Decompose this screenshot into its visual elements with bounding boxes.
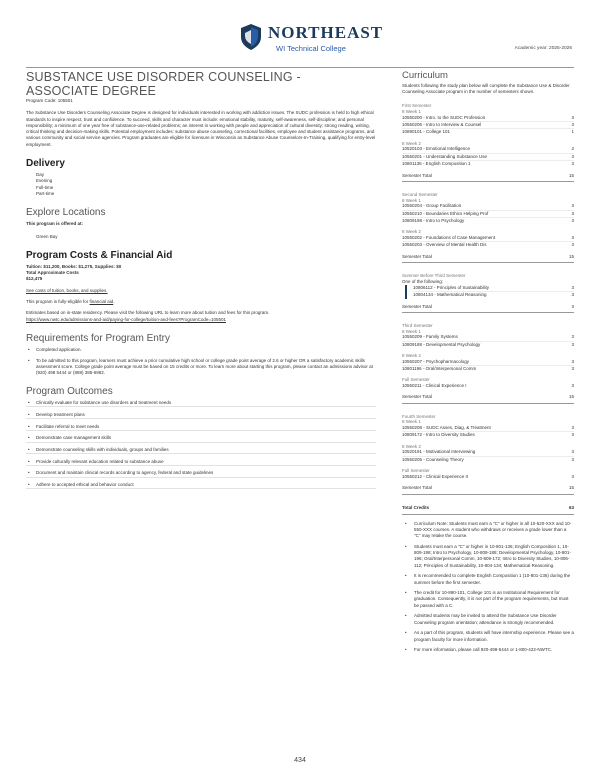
course-credits: 3 xyxy=(571,425,574,431)
course-credits: 3 xyxy=(571,217,574,223)
course-name: 10550202 - Foundations of Case Management xyxy=(402,234,496,240)
term-label: 8 Week 2 xyxy=(402,140,421,146)
semester-title: Fourth Semester xyxy=(402,413,436,419)
course-row xyxy=(402,122,574,129)
curriculum-panel xyxy=(402,70,574,658)
course-row xyxy=(402,161,574,167)
semester-title: Second Semester xyxy=(402,191,438,197)
financial-aid-text: This program is fully-eligible for xyxy=(26,299,89,305)
header-divider xyxy=(26,67,574,68)
course-row xyxy=(413,285,574,292)
course-row xyxy=(402,457,574,463)
course-row xyxy=(402,203,574,210)
course-name: 10550207 - Psychopharmacology xyxy=(402,358,470,364)
course-name: 10890101 - College 101 xyxy=(402,129,451,135)
semester-total xyxy=(402,394,574,403)
semester-total-label: Semester Total xyxy=(402,303,432,309)
delivery-list xyxy=(26,172,376,197)
delivery-item: Day xyxy=(36,172,45,178)
delivery-item: Full-time xyxy=(36,184,54,190)
semester-total-label: Semester Total xyxy=(402,172,432,178)
page-title: SUBSTANCE USE DISORDER COUNSELING - ASSOCIATE DEGREE xyxy=(26,70,301,98)
course-credits: 3 xyxy=(571,334,574,340)
page-number: 434 xyxy=(294,757,306,764)
course-name: 10550201 - Understanding Substance Use xyxy=(402,153,488,159)
semester-title: Third Semester xyxy=(402,323,433,329)
course-name: 10809198 - Intro to Psychology xyxy=(402,217,465,223)
locations-offered-label: This program is offered at: xyxy=(26,221,84,227)
college-logo[interactable] xyxy=(240,23,384,56)
semester-title: Summer Before Third Semester xyxy=(402,273,466,279)
outcome-item: • Clinically evaluate for substance use disorders and treatment needs xyxy=(26,400,376,407)
curriculum-note: • The credit for 10-890-101, College 101 is an Institutional Requirement for graduation. Consequently, it is not part of the program requirements, but must be passed with a C. xyxy=(402,590,574,609)
academic-year: Academic year: 2025-2026 xyxy=(514,46,572,51)
course-name: 10550204 - Group Facilitation xyxy=(402,203,462,209)
course-row xyxy=(402,235,574,242)
course-row xyxy=(413,292,574,298)
total-costs-label: Total Approximate Costs xyxy=(26,270,79,276)
course-credits: 3 xyxy=(571,366,574,372)
course-name: 10550205 - Counseling Theory xyxy=(402,456,464,462)
course-name: 10804134 - Mathematical Reasoning xyxy=(413,292,487,298)
term-label: 8 Week 1 xyxy=(402,419,421,425)
course-credits: 3 xyxy=(571,284,574,290)
course-credits: 3 xyxy=(571,121,574,127)
course-credits: 3 xyxy=(571,203,574,209)
curriculum-note: • Students must earn a "C" or higher in 10-801-136; English Composition 1, 10-809-198; Intro to Psychology, 10-809-188; Developmental Psychology, 10-801-196; Oral/Interpersonal Comm, 10-809-172; Intro to Diversity Studies, 10-806-112; Principles of Sustainability, 10-804-134; Mathematical Reasoning. xyxy=(402,544,574,569)
course-credits: 3 xyxy=(571,383,574,389)
program-description: The Substance Use Disorders Counseling Associate Degree is designed for individuals interested in working with addiction issues. The SUDC profession is held to high ethical standards to inspire respect, trust and confidence. To succeed, skills and character must include: emotional stability, maturity, self-awareness, self-discipline; and personal responsibility; a minimum of one year free of substance-use-related problems; an interest in working with people and appreciation of cultural diversity; strong reading, writing, critical thinking and decision-making skills. Potential employment includes: substance abuse counseling, correctional facilities, employee and student assistance programs, and various community and social service agencies. Program graduates are eligible for licensure in Wisconsin as Substance Abuse Counselors-In-Training, qualifying for entry-level employment. xyxy=(26,110,376,147)
course-row xyxy=(402,342,574,348)
course-row xyxy=(402,218,574,224)
delivery-heading: Delivery xyxy=(26,158,65,170)
course-name: 10550206 - Intro to Interview & Counsel xyxy=(402,121,482,127)
costs-heading: Program Costs & Financial Aid xyxy=(26,249,173,261)
course-name: 10809172 - Intro to Diversity Studies xyxy=(402,432,475,438)
course-credits: 3 xyxy=(571,210,574,216)
course-row xyxy=(402,383,574,389)
course-credits: 1 xyxy=(571,129,574,135)
outcomes-heading: Program Outcomes xyxy=(26,386,113,398)
term-label: 8 Week 2 xyxy=(402,443,421,449)
semester-total xyxy=(402,173,574,182)
outcome-item: • Adhere to accepted ethical and behavior conduct xyxy=(26,482,376,489)
course-credits: 3 xyxy=(571,432,574,438)
course-name: 10550211 - Clinical Experience I xyxy=(402,383,467,389)
course-credits: 3 xyxy=(571,234,574,240)
course-credits: 3 xyxy=(571,153,574,159)
course-row xyxy=(402,359,574,366)
delivery-item: Part-time xyxy=(36,190,55,196)
curriculum-note: • As a part of this program, students will have internship experience. Please see a program faculty for more information. xyxy=(402,630,574,642)
course-row xyxy=(402,425,574,432)
outcome-item: • Facilitate referral to meet needs xyxy=(26,424,376,431)
course-credits: 3 xyxy=(571,456,574,462)
course-credits: 3 xyxy=(571,114,574,120)
curriculum-notes xyxy=(402,521,574,653)
term-label: Full Semester xyxy=(402,468,430,474)
semester-title: First Semester xyxy=(402,103,432,109)
course-row xyxy=(402,432,574,438)
course-name: 10550209 - Family Systems xyxy=(402,334,458,340)
financial-aid-note xyxy=(26,299,376,305)
total-credits-label: Total Credits xyxy=(402,504,430,510)
semester-total-value: 15 xyxy=(568,253,574,259)
location-item: Green Bay xyxy=(36,233,58,239)
term-label: 8 Week 2 xyxy=(402,229,421,235)
semester-total-value: 3 xyxy=(571,303,574,309)
choose-one-label: One of the following: xyxy=(402,278,444,284)
semester-total xyxy=(402,485,574,494)
curriculum-heading: Curriculum xyxy=(402,70,448,81)
curriculum-note: • Curriculum Note: Students must earn a "C" or higher in all 10-520-XXX and 10-550-XXX courses. A student who withdraws or receives a grade lower than a "C" may retake the course. xyxy=(402,521,574,540)
outcome-item: • Develop treatment plans xyxy=(26,412,376,419)
course-row xyxy=(402,474,574,480)
brand-name: NORTHEAST xyxy=(268,23,384,42)
course-credits: 3 xyxy=(571,161,574,167)
course-row xyxy=(402,146,574,153)
course-credits: 3 xyxy=(571,292,574,298)
costs-link[interactable]: See costs of tuition, books, and supplies. xyxy=(26,287,108,293)
semester-total-label: Semester Total xyxy=(402,253,432,259)
program-code: Program Code: 105501 xyxy=(26,98,73,103)
semester-total-value: 15 xyxy=(568,485,574,491)
curriculum-intro: Students following the study plan below will complete the Substance Use & Disorder Counseling Associate program in the number of semesters shown. xyxy=(402,83,570,95)
course-credits: 3 xyxy=(571,242,574,248)
course-name: 10550210 - Boundaries Ethics Helping Prof xyxy=(402,210,489,216)
term-label: Full Semester xyxy=(402,377,430,383)
estimate-note: Estimates based on in-state residency. Please visit the following URL to learn more about tuition and fees for this program. xyxy=(26,310,270,316)
course-row xyxy=(402,366,574,372)
course-row xyxy=(402,242,574,248)
course-name: 10550203 - Overview of Mental Health Dis xyxy=(402,242,487,248)
curriculum-note: • For more information, please call 920-498-5444 or 1-800-422-NWTC. xyxy=(402,647,574,653)
program-details xyxy=(26,70,376,494)
term-label: 8 Week 1 xyxy=(402,328,421,334)
financial-aid-link[interactable]: financial aid xyxy=(89,299,114,305)
course-name: 10801136 - English Composition 1 xyxy=(402,161,471,167)
course-row xyxy=(402,129,574,135)
term-label: 8 Week 1 xyxy=(402,109,421,114)
page-header xyxy=(0,0,600,58)
course-name: 10550212 - Clinical Experience II xyxy=(402,473,469,479)
curriculum-note: • Admitted students may be invited to attend the Substance Use Disorder Counseling program orientation; attendance is strongly recommended. xyxy=(402,613,574,625)
course-name: 10801196 - Oral/Interpersonal Comm xyxy=(402,366,477,372)
total-credits-value: 63 xyxy=(568,504,574,510)
semester-total xyxy=(402,254,574,263)
requirement-item: • To be admitted to this program, learners must achieve a prior cumulative high school or college grade point average of 2.6 or higher OR a satisfactory academic skills assessment score. College grade point average must be based on 15 credits or more. To learn more about starting this program, please contact an admissions advisor at (920) 498 5444 or (888) 385-6982. xyxy=(26,358,376,377)
requirements-heading: Requirements for Program Entry xyxy=(26,332,170,344)
course-name: 10520103 - Emotional Intelligence xyxy=(402,146,471,152)
requirement-item: • Completed application. xyxy=(26,347,376,353)
tuition-url-link[interactable]: https://www.nwtc.edu/admissions-and-aid/paying-for-college/tuition-and-fees?ProgramCode=105501 xyxy=(26,316,226,322)
course-row xyxy=(402,211,574,218)
course-credits: 3 xyxy=(571,473,574,479)
locations-heading: Explore Locations xyxy=(26,207,106,219)
course-credits: 3 xyxy=(571,341,574,347)
outcome-item: • Provide culturally relevant education related to substance abuse xyxy=(26,459,376,466)
semester-total-value: 15 xyxy=(568,394,574,400)
financial-aid-end: . xyxy=(113,299,115,305)
shield-logo-icon xyxy=(240,24,262,50)
course-name: 10806112 - Principles of Sustainability xyxy=(413,284,489,290)
course-row xyxy=(402,154,574,161)
course-name: 10550200 - Intro. to the SUDC Profession xyxy=(402,114,486,120)
semester-total xyxy=(402,304,574,313)
course-row xyxy=(402,334,574,341)
semester-total-label: Semester Total xyxy=(402,485,432,491)
course-row xyxy=(402,449,574,456)
course-name: 10550208 - SUDC Asses, Diag, & Treatment xyxy=(402,425,491,431)
course-credits: 2 xyxy=(571,146,574,152)
term-label: 8 Week 1 xyxy=(402,197,421,203)
term-label: 8 Week 2 xyxy=(402,353,421,359)
semester-total-value: 15 xyxy=(568,172,574,178)
course-credits: 3 xyxy=(571,449,574,455)
course-row xyxy=(402,115,574,122)
course-name: 10809188 - Developmental Psychology xyxy=(402,341,481,347)
course-name: 10520191 - Motivational Interviewing xyxy=(402,449,476,455)
delivery-item: Evening xyxy=(36,178,53,184)
tuition-line: Tuition: $11,200, Books: $1,275, Supplies: $0 xyxy=(26,263,122,269)
elective-group xyxy=(405,285,574,299)
brand-subtitle: WI Technical College xyxy=(276,44,346,53)
total-costs-value: $12,475 xyxy=(26,276,43,282)
semester-total-label: Semester Total xyxy=(402,394,432,400)
course-credits: 3 xyxy=(571,358,574,364)
outcome-item: • Demonstrate case management skills xyxy=(26,435,376,442)
total-credits xyxy=(402,505,574,515)
outcome-item: • Document and maintain clinical records according to agency, federal and state guidelines xyxy=(26,470,376,477)
outcome-item: • Demonstrate counseling skills with individuals, groups and families xyxy=(26,447,376,454)
curriculum-note: • It is recommended to complete English Composition 1 (10-801-136) during the summer before the first semester. xyxy=(402,573,574,585)
